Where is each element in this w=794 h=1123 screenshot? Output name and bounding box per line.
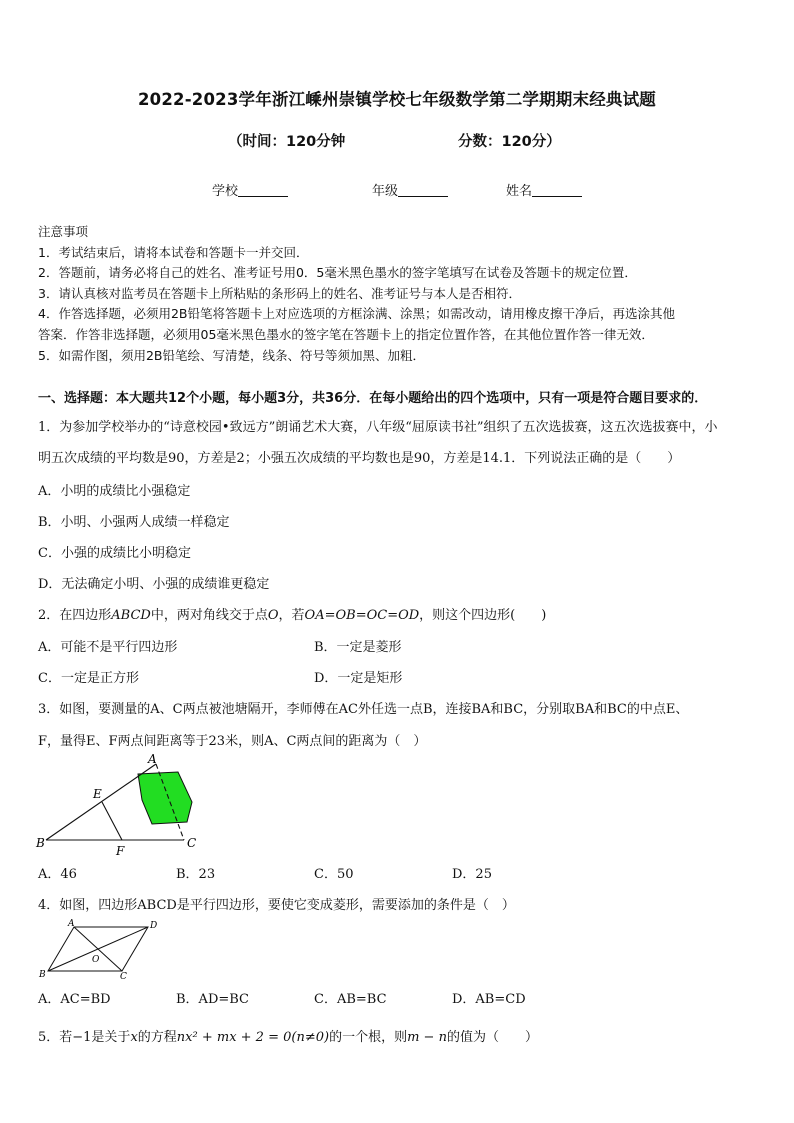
q1-option-a: A．小明的成绩比小强稳定 bbox=[38, 484, 191, 499]
q5-text: 5．若−1是关于x的方程nx² + mx + 2 = 0(n≠0)的一个根，则m − n的值为（ ） bbox=[38, 1030, 538, 1045]
q2-option-b: B．一定是菱形 bbox=[314, 640, 402, 655]
q3-option-a: A．46 bbox=[38, 867, 77, 882]
note-item: 3．请认真核对监考员在答题卡上所粘贴的条形码上的姓名、准考证号与本人是否相符． bbox=[38, 285, 521, 301]
q4-option-c: C．AB=BC bbox=[314, 992, 387, 1007]
label-o: O bbox=[92, 955, 100, 965]
q4-option-b: B．AD=BC bbox=[176, 992, 249, 1007]
q3-text-line1: 3．如图，要测量的A、C两点被池塘隔开，李师傅在AC外任选一点B，连接BA和BC，分别取BA和BC的中点E、 bbox=[38, 702, 689, 717]
q2-text: 2．在四边形ABCD中，两对角线交于点O，若OA=OB=OC=OD，则这个四边形( ) bbox=[38, 608, 547, 623]
q2-option-d: D．一定是矩形 bbox=[314, 671, 403, 686]
label-d: D bbox=[150, 921, 158, 931]
q1-option-d: D．无法确定小明、小强的成绩谁更稳定 bbox=[38, 577, 270, 592]
note-item: 4．作答选择题，必须用2B铅笔将答题卡上对应选项的方框涂满、涂黑；如需改动，请用橡皮擦干净后，再选涂其他 bbox=[38, 306, 675, 322]
notes-block bbox=[38, 222, 760, 366]
school-field: 学校 bbox=[212, 180, 288, 199]
q3-figure bbox=[34, 752, 214, 860]
q4-option-a: A．AC=BD bbox=[38, 992, 111, 1007]
label-c: C bbox=[120, 972, 127, 981]
label-b: B bbox=[39, 970, 46, 980]
q4-option-d: D．AB=CD bbox=[452, 992, 526, 1007]
exam-title: 2022-2023学年浙江嵊州崇镇学校七年级数学第二学期期末经典试题 bbox=[138, 90, 656, 109]
segment-ba bbox=[46, 764, 156, 840]
exam-score: 分数：120分） bbox=[458, 134, 561, 150]
note-item: 2．答题前，请务必将自己的姓名、准考证号用0．5毫米黑色墨水的签字笔填写在试卷及答题卡的规定位置． bbox=[38, 265, 637, 281]
q4-text: 4．如图，四边形ABCD是平行四边形，要使它变成菱形，需要添加的条件是（ ） bbox=[38, 898, 515, 913]
q3-text-line2: F，量得E、F两点间距离等于23米，则A、C两点间的距离为（ ） bbox=[38, 734, 427, 749]
q3-option-b: B．23 bbox=[176, 867, 216, 882]
note-item: 5．如需作图，须用2B铅笔绘、写清楚，线条、符号等须加黑、加粗． bbox=[38, 347, 425, 363]
note-item: 1．考试结束后，请将本试卷和答题卡一并交回． bbox=[38, 244, 309, 260]
label-a: A bbox=[148, 752, 157, 766]
q3-option-c: C．50 bbox=[314, 867, 354, 882]
q1-text-line2: 明五次成绩的平均数是90，方差是2；小强五次成绩的平均数也是90，方差是14.1．下列说法正确的是（ ） bbox=[38, 451, 681, 466]
q1-option-b: B．小明、小强两人成绩一样稳定 bbox=[38, 515, 230, 530]
label-a: A bbox=[68, 919, 75, 929]
pond-shape bbox=[138, 772, 192, 824]
q1-option-c: C．小强的成绩比小明稳定 bbox=[38, 546, 191, 561]
q3-option-d: D．25 bbox=[452, 867, 492, 882]
label-f: F bbox=[116, 844, 125, 858]
note-item: 答案．作答非选择题，必须用05毫米黑色墨水的签字笔在答题卡上的指定位置作答，在其他位置作答一律无效． bbox=[38, 326, 654, 342]
label-e: E bbox=[93, 787, 102, 801]
notes-heading: 注意事项 bbox=[38, 224, 89, 239]
exam-time: （时间：120分钟 bbox=[228, 134, 346, 150]
grade-field: 年级 bbox=[372, 180, 448, 199]
section-heading: 一、选择题：本大题共12个小题，每小题3分，共36分．在每小题给出的四个选项中，只有一项是符合题目要求的． bbox=[38, 391, 708, 406]
q2-option-c: C．一定是正方形 bbox=[38, 671, 139, 686]
name-field: 姓名 bbox=[506, 180, 582, 199]
q2-option-a: A．可能不是平行四边形 bbox=[38, 640, 178, 655]
label-b: B bbox=[36, 836, 45, 850]
segment-ef bbox=[102, 802, 122, 840]
q4-figure bbox=[36, 917, 166, 981]
label-c: C bbox=[187, 836, 197, 850]
q1-text-line1: 1．为参加学校举办的“诗意校园•致远方”朗诵艺术大赛，八年级“屈原读书社”组织了五次选拔赛，这五次选拔赛中，小 bbox=[38, 420, 718, 435]
